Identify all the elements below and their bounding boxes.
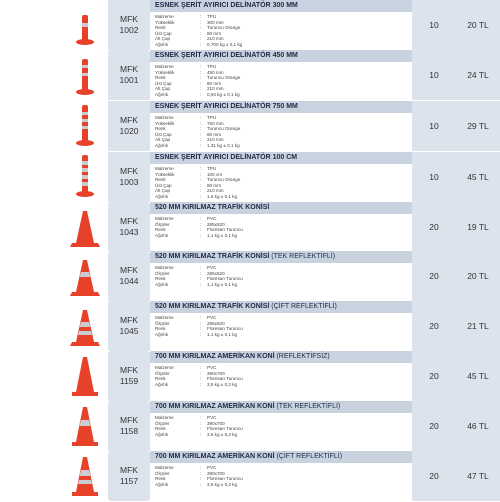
spec-label: Malzeme	[155, 64, 174, 69]
traffic-cone-plain-icon	[62, 202, 108, 252]
spec-separator: :	[200, 276, 202, 282]
product-code-number: 1043	[119, 227, 139, 237]
product-title	[150, 351, 412, 363]
spec-value: 285x520	[207, 221, 225, 227]
product-code-prefix: MFK	[120, 64, 138, 74]
spec-label: Yükseklik	[155, 19, 175, 25]
package-quantity: 10	[412, 101, 456, 151]
spec-separator: :	[200, 120, 202, 126]
product-row	[62, 301, 500, 352]
product-code-prefix: MFK	[120, 265, 138, 275]
unit-price: 29 TL	[456, 101, 500, 151]
spec-line	[150, 42, 412, 48]
spec-label: Malzeme	[155, 265, 174, 270]
spec-separator: :	[200, 182, 202, 188]
spec-label: Üst Çap	[155, 30, 172, 36]
spec-value: Turuncu Orange	[207, 177, 241, 183]
unit-price: 45 TL	[456, 351, 500, 401]
spec-separator: :	[200, 126, 202, 132]
spec-separator: :	[200, 265, 202, 270]
spec-separator: :	[200, 86, 202, 92]
american-cone-single-reflective-icon	[62, 401, 108, 451]
product-row	[62, 202, 500, 253]
unit-price: 46 TL	[456, 401, 500, 451]
product-row	[62, 351, 500, 402]
spec-value: TPU	[207, 64, 217, 69]
spec-separator: :	[200, 137, 202, 143]
spec-value: 210 mm	[207, 188, 224, 194]
spec-value: Turuncu Orange	[207, 126, 241, 132]
product-description	[150, 202, 412, 252]
spec-label: Renk	[155, 476, 166, 482]
spec-separator: :	[200, 64, 202, 69]
spec-label: Üst Çap	[155, 131, 172, 137]
spec-label: Alt Çap	[155, 86, 171, 92]
product-code-number: 1157	[119, 476, 139, 486]
product-code-prefix: MFK	[120, 166, 138, 176]
product-row	[62, 101, 500, 152]
flexible-delineator-white-icon	[62, 152, 108, 202]
spec-separator: :	[200, 14, 202, 19]
product-specs	[150, 415, 412, 437]
spec-value: 300 mm	[207, 19, 224, 25]
product-title	[150, 301, 412, 313]
product-description	[150, 251, 412, 301]
product-row	[62, 251, 500, 302]
product-title	[150, 0, 412, 12]
spec-separator: :	[200, 188, 202, 194]
traffic-cone-single-reflective-icon	[62, 251, 108, 301]
spec-value: 1,31 kg ± 0,1 kg	[207, 142, 240, 148]
spec-label: Renk	[155, 25, 166, 31]
unit-price: 21 TL	[456, 301, 500, 351]
product-code-prefix: MFK	[120, 315, 138, 325]
spec-value: Floresan Turuncu	[207, 426, 243, 432]
spec-label: Malzeme	[155, 465, 174, 470]
product-specs	[150, 14, 412, 48]
spec-separator: :	[200, 476, 202, 482]
spec-value: Floresan Turuncu	[207, 227, 243, 233]
package-quantity: 20	[412, 401, 456, 451]
product-code	[110, 251, 148, 301]
spec-label: Üst Çap	[155, 80, 172, 86]
spec-value: 1,6 kg ± 0,1 kg	[207, 193, 238, 199]
spec-line	[150, 482, 412, 488]
traffic-cone-double-reflective-icon	[62, 301, 108, 351]
spec-separator: :	[200, 315, 202, 320]
product-code	[110, 401, 148, 451]
product-title-main: ESNEK ŞERİT AYIRICI DELİNATÖR 450 MM	[155, 52, 298, 59]
spec-value: 285x520	[207, 270, 225, 276]
product-specs	[150, 265, 412, 287]
spec-separator: :	[200, 227, 202, 233]
spec-value: 390x700	[207, 370, 225, 376]
spec-label: Renk	[155, 177, 166, 183]
spec-separator: :	[200, 326, 202, 332]
spec-separator: :	[200, 36, 202, 42]
spec-label: Malzeme	[155, 365, 174, 370]
spec-value: 1,1 kg ± 0,1 kg	[207, 281, 238, 287]
spec-label: Renk	[155, 376, 166, 382]
spec-value: PVC	[207, 415, 217, 420]
spec-separator: :	[200, 25, 202, 31]
product-title-main: 700 MM KIRILMAZ AMERİKAN KONİ	[155, 453, 275, 460]
product-code-number: 1045	[119, 326, 139, 336]
spec-line	[150, 194, 412, 200]
spec-value: 100 cm	[207, 171, 223, 177]
product-code	[110, 50, 148, 100]
product-title	[150, 251, 412, 263]
spec-value: 390x700	[207, 420, 225, 426]
spec-separator: :	[200, 193, 202, 199]
spec-value: 3,5 kg ± 0,2 kg	[207, 431, 238, 437]
product-title	[150, 50, 412, 62]
american-cone-plain-icon	[62, 351, 108, 401]
package-quantity: 10	[412, 50, 456, 100]
spec-value: 3,5 kg ± 0,2 kg	[207, 481, 238, 487]
product-specs	[150, 115, 412, 149]
spec-label: Ağırlık	[155, 381, 169, 387]
spec-value: 210 mm	[207, 36, 224, 42]
product-title	[150, 202, 412, 214]
spec-separator: :	[200, 131, 202, 137]
spec-label: Renk	[155, 426, 166, 432]
spec-label: Renk	[155, 326, 166, 332]
package-quantity: 20	[412, 451, 456, 501]
product-description	[150, 301, 412, 351]
product-code-number: 1002	[119, 25, 139, 35]
spec-label: Malzeme	[155, 216, 174, 221]
product-row	[62, 401, 500, 452]
product-code	[110, 152, 148, 202]
spec-value: 0,700 kg ± 0,1 kg	[207, 41, 243, 47]
package-quantity: 10	[412, 152, 456, 202]
product-title	[150, 101, 412, 113]
product-row	[62, 451, 500, 502]
product-description	[150, 101, 412, 151]
product-specs	[150, 216, 412, 238]
product-code-number: 1001	[119, 75, 139, 85]
spec-separator: :	[200, 470, 202, 476]
spec-label: Ağırlık	[155, 91, 169, 97]
spec-line	[150, 282, 412, 288]
spec-label: Renk	[155, 276, 166, 282]
product-specs	[150, 365, 412, 387]
spec-separator: :	[200, 91, 202, 97]
flexible-delineator-short-icon	[62, 0, 108, 50]
product-code	[110, 202, 148, 252]
spec-separator: :	[200, 221, 202, 227]
unit-price: 24 TL	[456, 50, 500, 100]
spec-value: 80 mm	[207, 80, 222, 86]
spec-value: 1,1 kg ± 0,1 kg	[207, 331, 238, 337]
spec-value: 80 mm	[207, 30, 222, 36]
spec-separator: :	[200, 75, 202, 81]
spec-value: Floresan Turuncu	[207, 376, 243, 382]
product-description	[150, 0, 412, 50]
spec-label: Renk	[155, 227, 166, 233]
spec-value: 3,5 kg ± 0,2 kg	[207, 381, 238, 387]
product-title-suffix: (ÇİFT REFLEKTİFLİ)	[269, 303, 337, 310]
unit-price: 20 TL	[456, 251, 500, 301]
spec-separator: :	[200, 177, 202, 183]
spec-line	[150, 92, 412, 98]
product-code	[110, 0, 148, 50]
product-description	[150, 152, 412, 202]
spec-label: Ağırlık	[155, 193, 169, 199]
package-quantity: 20	[412, 301, 456, 351]
spec-separator: :	[200, 465, 202, 470]
spec-line	[150, 382, 412, 388]
product-code-prefix: MFK	[120, 14, 138, 24]
product-code-prefix: MFK	[120, 365, 138, 375]
spec-value: TPU	[207, 115, 217, 120]
spec-label: Ölçüler	[155, 420, 170, 426]
spec-separator: :	[200, 381, 202, 387]
spec-separator: :	[200, 166, 202, 171]
product-title-suffix: (TEK REFLEKTİFLİ)	[269, 253, 336, 260]
spec-value: 390x700	[207, 470, 225, 476]
spec-separator: :	[200, 331, 202, 337]
product-code-number: 1003	[119, 177, 139, 187]
product-specs	[150, 64, 412, 98]
spec-label: Ağırlık	[155, 331, 169, 337]
spec-value: PVC	[207, 465, 217, 470]
product-code	[110, 451, 148, 501]
spec-value: 750 mm	[207, 120, 224, 126]
spec-label: Ağırlık	[155, 232, 169, 238]
spec-separator: :	[200, 270, 202, 276]
spec-separator: :	[200, 431, 202, 437]
spec-separator: :	[200, 216, 202, 221]
product-title-main: ESNEK ŞERİT AYIRICI DELİNATÖR 300 MM	[155, 2, 298, 9]
product-code	[110, 101, 148, 151]
product-code	[110, 301, 148, 351]
product-code-number: 1158	[119, 426, 139, 436]
spec-value: Turuncu Orange	[207, 25, 241, 31]
product-title-main: 700 MM KIRILMAZ AMERİKAN KONİ	[155, 403, 275, 410]
spec-label: Ağırlık	[155, 481, 169, 487]
product-code-prefix: MFK	[120, 415, 138, 425]
spec-label: Ağırlık	[155, 142, 169, 148]
product-code-number: 1020	[119, 126, 139, 136]
spec-value: TPU	[207, 14, 217, 19]
spec-separator: :	[200, 142, 202, 148]
spec-label: Ağırlık	[155, 431, 169, 437]
spec-value: 210 mm	[207, 86, 224, 92]
unit-price: 20 TL	[456, 0, 500, 50]
spec-separator: :	[200, 420, 202, 426]
spec-value: PVC	[207, 315, 217, 320]
product-title-main: 520 MM KIRILMAZ TRAFİK KONİSİ	[155, 253, 270, 260]
spec-separator: :	[200, 415, 202, 420]
product-title-suffix: (TEK REFLEKTİFLİ)	[274, 403, 341, 410]
product-title-main: ESNEK ŞERİT AYIRICI DELİNATÖR 750 MM	[155, 103, 298, 110]
spec-line	[150, 432, 412, 438]
spec-label: Ölçüler	[155, 221, 170, 227]
product-title-suffix: (REFLEKTİFSİZ)	[274, 353, 330, 360]
spec-separator: :	[200, 365, 202, 370]
spec-label: Malzeme	[155, 415, 174, 420]
spec-label: Ölçüler	[155, 320, 170, 326]
spec-value: 450 mm	[207, 69, 224, 75]
product-title-suffix: (ÇİFT REFLEKTİFLİ)	[274, 453, 343, 460]
product-title-main: 700 MM KIRILMAZ AMERİKAN KONİ	[155, 353, 275, 360]
spec-separator: :	[200, 80, 202, 86]
spec-label: Üst Çap	[155, 182, 172, 188]
package-quantity: 20	[412, 202, 456, 252]
package-quantity: 10	[412, 0, 456, 50]
product-title-main: ESNEK ŞERİT AYIRICI DELİNATÖR 100 CM	[155, 154, 298, 161]
unit-price: 19 TL	[456, 202, 500, 252]
spec-label: Yükseklik	[155, 69, 175, 75]
product-description	[150, 351, 412, 401]
spec-line	[150, 332, 412, 338]
product-code-number: 1159	[119, 376, 139, 386]
product-code	[110, 351, 148, 401]
spec-separator: :	[200, 115, 202, 120]
product-code-number: 1044	[119, 276, 139, 286]
spec-separator: :	[200, 171, 202, 177]
spec-label: Alt Çap	[155, 188, 171, 194]
spec-label: Malzeme	[155, 166, 174, 171]
spec-label: Ölçüler	[155, 470, 170, 476]
spec-label: Renk	[155, 75, 166, 81]
flexible-delineator-medium-icon	[62, 50, 108, 100]
spec-label: Malzeme	[155, 315, 174, 320]
product-title	[150, 451, 412, 463]
spec-label: Malzeme	[155, 115, 174, 120]
spec-label: Yükseklik	[155, 171, 175, 177]
flexible-delineator-tall-icon	[62, 101, 108, 151]
spec-separator: :	[200, 370, 202, 376]
american-cone-double-reflective-icon	[62, 451, 108, 501]
spec-value: Floresan Turuncu	[207, 476, 243, 482]
package-quantity: 20	[412, 351, 456, 401]
spec-separator: :	[200, 320, 202, 326]
spec-label: Ağırlık	[155, 281, 169, 287]
product-description	[150, 401, 412, 451]
product-specs	[150, 166, 412, 200]
spec-separator: :	[200, 232, 202, 238]
spec-label: Malzeme	[155, 14, 174, 19]
product-code-prefix: MFK	[120, 115, 138, 125]
spec-value: PVC	[207, 216, 217, 221]
unit-price: 45 TL	[456, 152, 500, 202]
spec-value: 80 mm	[207, 131, 222, 137]
product-row	[62, 50, 500, 101]
spec-value: PVC	[207, 365, 217, 370]
spec-value: PVC	[207, 265, 217, 270]
spec-value: 80 mm	[207, 182, 222, 188]
package-quantity: 20	[412, 251, 456, 301]
product-code-prefix: MFK	[120, 465, 138, 475]
spec-separator: :	[200, 41, 202, 47]
product-title	[150, 401, 412, 413]
spec-separator: :	[200, 481, 202, 487]
spec-separator: :	[200, 426, 202, 432]
spec-value: Floresan Turuncu	[207, 326, 243, 332]
spec-value: Floresan Turuncu	[207, 276, 243, 282]
product-specs	[150, 465, 412, 487]
product-specs	[150, 315, 412, 337]
spec-value: 1,1 kg ± 0,1 kg	[207, 232, 238, 238]
spec-value: 285x520	[207, 320, 225, 326]
unit-price: 47 TL	[456, 451, 500, 501]
product-description	[150, 50, 412, 100]
spec-label: Yükseklik	[155, 120, 175, 126]
spec-label: Renk	[155, 126, 166, 132]
spec-separator: :	[200, 69, 202, 75]
spec-separator: :	[200, 30, 202, 36]
product-row	[62, 0, 500, 51]
spec-separator: :	[200, 19, 202, 25]
spec-value: 0,94 kg ± 0,1 kg	[207, 91, 240, 97]
product-title-main: 520 MM KIRILMAZ TRAFİK KONİSİ	[155, 303, 270, 310]
spec-label: Alt Çap	[155, 36, 171, 42]
spec-value: TPU	[207, 166, 217, 171]
product-title	[150, 152, 412, 164]
spec-separator: :	[200, 281, 202, 287]
spec-value: 210 mm	[207, 137, 224, 143]
spec-separator: :	[200, 376, 202, 382]
spec-value: Turuncu Orange	[207, 75, 241, 81]
spec-label: Ağırlık	[155, 41, 169, 47]
spec-label: Ölçüler	[155, 370, 170, 376]
spec-label: Alt Çap	[155, 137, 171, 143]
spec-line	[150, 143, 412, 149]
spec-label: Ölçüler	[155, 270, 170, 276]
product-row	[62, 152, 500, 203]
product-code-prefix: MFK	[120, 216, 138, 226]
spec-line	[150, 233, 412, 239]
product-description	[150, 451, 412, 501]
product-title-main: 520 MM KIRILMAZ TRAFİK KONİSİ	[155, 204, 270, 211]
